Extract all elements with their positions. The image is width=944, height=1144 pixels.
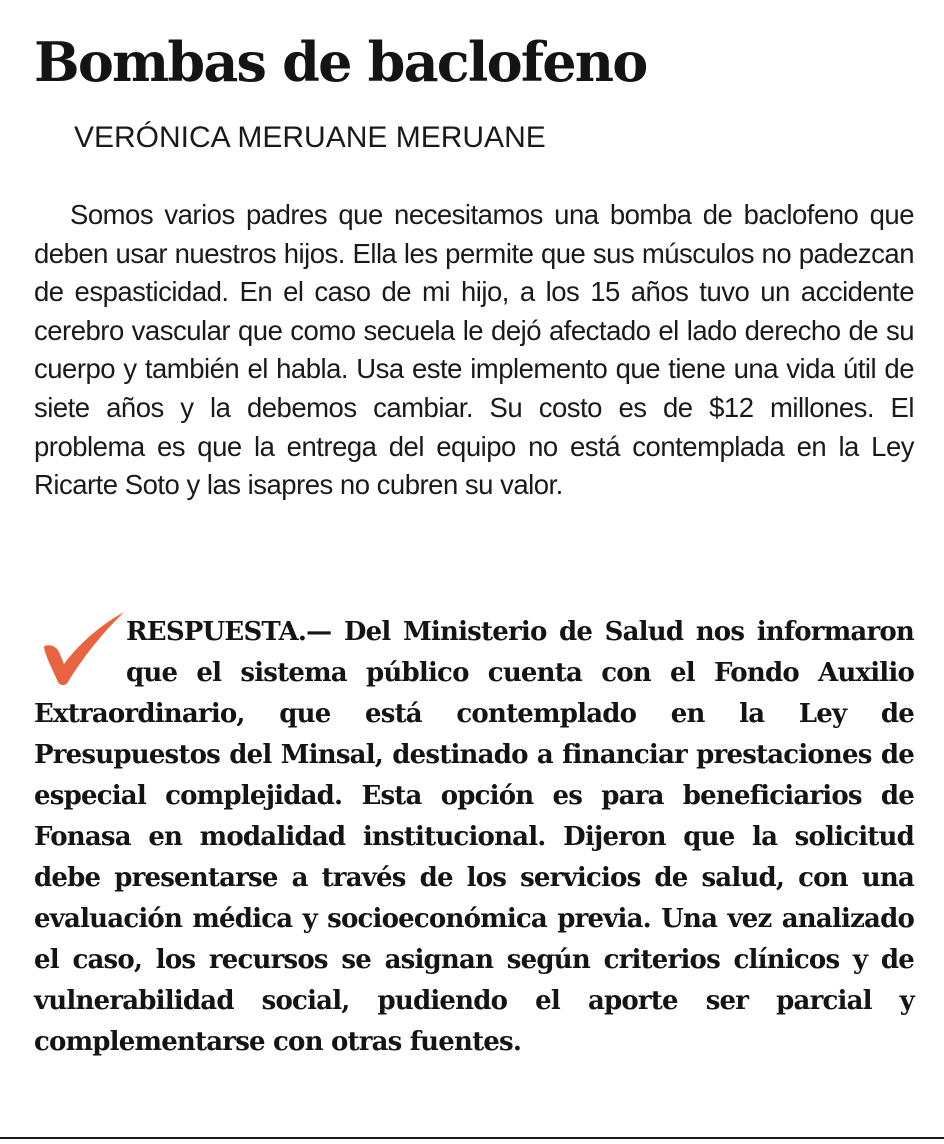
answer-section [34,612,914,1063]
byline: VERÓNICA MERUANE MERUANE [74,121,546,154]
bottom-rule [0,1137,944,1139]
reader-letter: Somos varios padres que necesitamos una bomba de baclofeno que deben usar nuestros hijos. Ella les permite que sus músculos no padezcan de espasticidad. En el caso de mi hijo, a los 15 años tuvo un accidente cerebro vascular que como secuela le dejó afectado el lado derecho de su cuerpo y también el habla. Usa este implemento que tiene una vida útil de siete años y la debemos cambiar. Su costo es de $12 millones. El problema es que la entrega del equipo no está contemplada en la Ley Ricarte Soto y las isapres no cubren su valor. [34,199,914,501]
answer-text: RESPUESTA.— Del Ministerio de Salud nos informaron que el sistema público cuenta con el Fondo Auxilio Extraordinario, que está contemplado en la Ley de Presupuestos del Minsal, destinado a financiar prestaciones de especial complejidad. Esta opción es para beneficiarios de Fonasa en modalidad institucional. Dijeron que la solicitud debe presentarse a través de los servicios de salud, con una evaluación médica y socioeconómica previa. Una vez analizado el caso, los recursos se asignan según criterios clínicos y de vulnerabilidad social, pudiendo el aporte ser parcial y complementarse con otras fuentes. [34,617,914,1057]
headline: Bombas de baclofeno [34,30,647,94]
